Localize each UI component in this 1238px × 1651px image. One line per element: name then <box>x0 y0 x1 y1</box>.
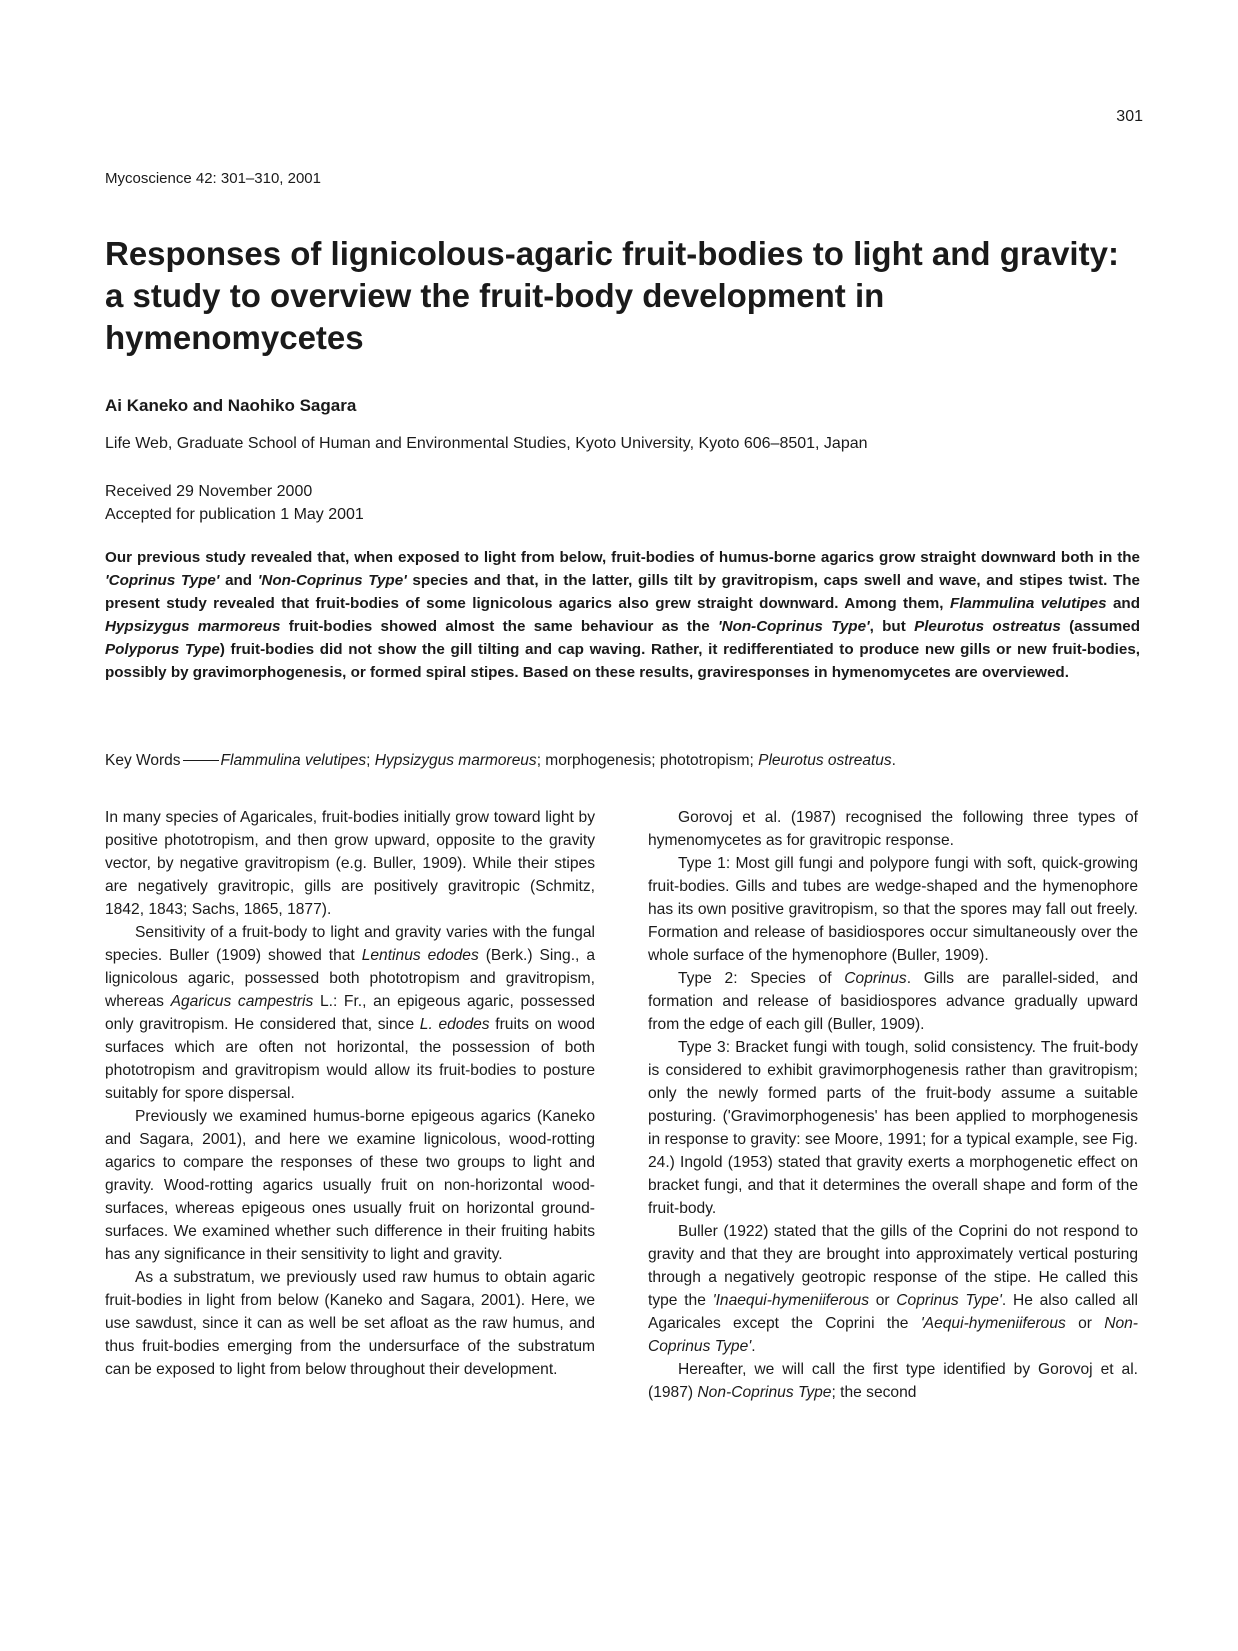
keywords-dash <box>183 760 219 761</box>
dates <box>105 480 364 526</box>
paragraph: Gorovoj et al. (1987) recognised the following three types of hymenomycetes as for gravitropic response. <box>648 809 1138 849</box>
body-column-left <box>105 806 595 1381</box>
paper-title: Responses of lignicolous-agaric fruit-bodies to light and gravity: a study to overview the fruit-body development in hymenomycetes <box>105 235 1119 356</box>
body-column-right <box>648 806 1138 1404</box>
accepted-date: Accepted for publication 1 May 2001 <box>105 506 364 523</box>
affiliation: Life Web, Graduate School of Human and Environmental Studies, Kyoto University, Kyoto 606–8501, Japan <box>105 435 868 452</box>
journal-citation: Mycoscience 42: 301–310, 2001 <box>105 170 321 187</box>
paragraph: Type 1: Most gill fungi and polypore fungi with soft, quick-growing fruit-bodies. Gills and tubes are wedge-shaped and the hymenophore has its own positive gravitropism, so that the spores may fall out freely. Formation and release of basidiospores occur simultaneously over the whole surface of the hymenophore (Buller, 1909). <box>648 855 1138 964</box>
paragraph: Hereafter, we will call the first type identified by Gorovoj et al. (1987) Non-Coprinus Type; the second <box>648 1361 1138 1401</box>
authors: Ai Kaneko and Naohiko Sagara <box>105 396 357 415</box>
paragraph: Type 3: Bracket fungi with tough, solid consistency. The fruit-body is considered to exhibit gravimorphogenesis rather than gravitropism; only the newly formed parts of the fruit-body assume a suitable posturing. ('Gravimorphogenesis' has been applied to morphogenesis in response to gravity: see Moore, 1991; for a typical example, see Fig. 24.) Ingold (1953) stated that gravity exerts a morphogenetic effect on bracket fungi, and that it determines the overall shape and form of the fruit-body. <box>648 1039 1138 1217</box>
keywords: Key Words Flammulina velutipes; Hypsizygus marmoreus; morphogenesis; phototropism; Pleurotus ostreatus. <box>105 752 896 769</box>
page-number: 301 <box>1116 108 1143 125</box>
paragraph: In many species of Agaricales, fruit-bodies initially grow toward light by positive phototropism, and then grow upward, opposite to the gravity vector, by negative gravitropism (e.g. Buller, 1909). While their stipes are negatively gravitropic, gills are positively gravitropic (Schmitz, 1842, 1843; Sachs, 1865, 1877). <box>105 809 595 918</box>
paragraph: Buller (1922) stated that the gills of the Coprini do not respond to gravity and that they are brought into approximately vertical posturing through a negatively geotropic response of the stipe. He called this type the 'Inaequi-hymeniiferous or Coprinus Type'. He also called all Agaricales except the Coprini the 'Aequi-hymeniiferous or Non-Coprinus Type'. <box>648 1223 1138 1355</box>
paragraph: Type 2: Species of Coprinus. Gills are parallel-sided, and formation and release of basidiospores advance gradually upward from the edge of each gill (Buller, 1909). <box>648 970 1138 1033</box>
paragraph: As a substratum, we previously used raw humus to obtain agaric fruit-bodies in light from below (Kaneko and Sagara, 2001). Here, we use sawdust, since it can as well be set afloat as the raw humus, and thus fruit-bodies emerging from the undersurface of the substratum can be exposed to light from below throughout their development. <box>105 1269 595 1378</box>
abstract: Our previous study revealed that, when exposed to light from below, fruit-bodies of humus-borne agarics grow straight downward both in the 'Coprinus Type' and 'Non-Coprinus Type' species and that, in the latter, gills tilt by gravitropism, caps swell and wave, and stipes twist. The present study revealed that fruit-bodies of some lignicolous agarics also grew straight downward. Among them, Flammulina velutipes and Hypsizygus marmoreus fruit-bodies showed almost the same behaviour as the 'Non-Coprinus Type', but Pleurotus ostreatus (assumed Polyporus Type) fruit-bodies did not show the gill tilting and cap waving. Rather, it redifferentiated to produce new gills or new fruit-bodies, possibly by gravimorphogenesis, or formed spiral stipes. Based on these results, graviresponses in hymenomycetes are overviewed. <box>105 549 1140 681</box>
keywords-label: Key Words <box>105 752 181 769</box>
paragraph: Sensitivity of a fruit-body to light and gravity varies with the fungal species. Buller (1909) showed that Lentinus edodes (Berk.) Sing., a lignicolous agaric, possessed both phototropism and gravitropism, whereas Agaricus campestris L.: Fr., an epigeous agaric, possessed only gravitropism. He considered that, since L. edodes fruits on wood surfaces which are often not horizontal, the possession of both phototropism and gravitropism would allow its fruit-bodies to posture suitably for spore dispersal. <box>105 924 595 1102</box>
received-date: Received 29 November 2000 <box>105 483 313 500</box>
paragraph: Previously we examined humus-borne epigeous agarics (Kaneko and Sagara, 2001), and here we examine lignicolous, wood-rotting agarics to compare the responses of these two groups to light and gravity. Wood-rotting agarics usually fruit on non-horizontal wood-surfaces, whereas epigeous ones usually fruit on horizontal ground-surfaces. We examined whether such difference in their fruiting habits has any significance in their sensitivity to light and gravity. <box>105 1108 595 1263</box>
